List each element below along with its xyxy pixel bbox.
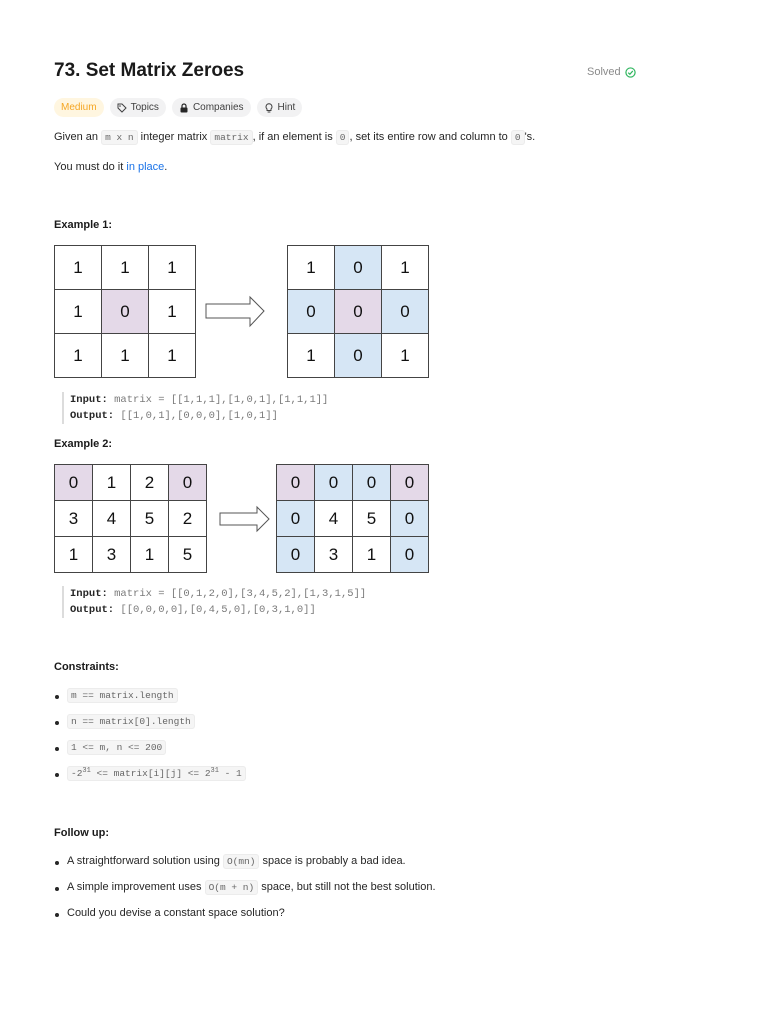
- matrix-cell: 0: [169, 465, 207, 501]
- example-1-input-matrix: [54, 245, 196, 378]
- topics-tag[interactable]: Topics: [110, 98, 166, 117]
- matrix-row: [277, 501, 429, 537]
- list-item: $-2^{31}$ <= matrix[i][j] <= $2^{31} - 1$: [54, 767, 246, 793]
- matrix-cell: 0: [55, 465, 93, 501]
- matrix-cell: 0: [288, 290, 335, 334]
- problem-title: 73. Set Matrix Zeroes: [54, 60, 245, 81]
- matrix-cell: 0: [277, 465, 315, 501]
- matrix-cell: 0: [391, 465, 429, 501]
- follow-up-list: [54, 855, 436, 933]
- matrix-row: [288, 246, 429, 290]
- matrix-cell: 3: [93, 537, 131, 573]
- check-circle-icon: [625, 67, 636, 78]
- arrow-right-icon: [219, 505, 271, 533]
- matrix-cell: 0: [335, 246, 382, 290]
- matrix-cell: 1: [55, 246, 102, 290]
- matrix-cell: 0: [353, 465, 391, 501]
- constraints-list: [54, 689, 246, 793]
- matrix-cell: 1: [288, 334, 335, 378]
- example-2-output-matrix: [276, 464, 429, 573]
- description-line-1: Given an m x n integer matrix matrix , if an element is 0 , set its entire row and column to 0 's.: [54, 131, 536, 143]
- example-1-heading: Example 1:: [54, 219, 113, 231]
- lightbulb-icon: [264, 103, 274, 113]
- matrix-row: [55, 537, 207, 573]
- matrix-cell: 1: [149, 246, 196, 290]
- matrix-row: [277, 465, 429, 501]
- matrix-row: [277, 537, 429, 573]
- matrix-cell: 1: [131, 537, 169, 573]
- matrix-cell: 4: [93, 501, 131, 537]
- matrix-row: [55, 290, 196, 334]
- matrix-row: [55, 334, 196, 378]
- in-place-link[interactable]: in place: [126, 161, 165, 173]
- matrix-row: [55, 465, 207, 501]
- matrix-cell: 0: [391, 537, 429, 573]
- tag-row: [54, 98, 302, 117]
- matrix-cell: 1: [382, 246, 429, 290]
- matrix-row: [55, 501, 207, 537]
- inline-code: 0: [336, 130, 350, 145]
- matrix-cell: 1: [93, 465, 131, 501]
- matrix-row: [288, 290, 429, 334]
- example-2-io: Input: matrix = [[0,1,2,0],[3,4,5,2],[1,3,1,5]] Output: [[0,0,0,0],[0,4,5,0],[0,3,1,0]]: [62, 586, 366, 618]
- example-2-heading: Example 2:: [54, 438, 113, 450]
- matrix-cell: 0: [277, 501, 315, 537]
- matrix-cell: 3: [315, 537, 353, 573]
- list-item: Could you devise a constant space solution?: [54, 907, 436, 933]
- matrix-cell: 1: [55, 290, 102, 334]
- matrix-cell: 0: [391, 501, 429, 537]
- constraints-heading: Constraints:: [54, 661, 119, 673]
- matrix-cell: 1: [149, 334, 196, 378]
- matrix-cell: 3: [55, 501, 93, 537]
- inline-code: 0: [511, 130, 525, 145]
- matrix-cell: 2: [169, 501, 207, 537]
- inline-code: m x n: [101, 130, 138, 145]
- matrix-cell: 4: [315, 501, 353, 537]
- list-item: m == matrix.length: [54, 689, 246, 715]
- matrix-cell: 1: [55, 537, 93, 573]
- companies-tag[interactable]: Companies: [172, 98, 251, 117]
- matrix-row: [288, 334, 429, 378]
- solved-label: Solved: [587, 66, 621, 78]
- list-item: 1 <= m, n <= 200: [54, 741, 246, 767]
- matrix-cell: 0: [315, 465, 353, 501]
- matrix-cell: 1: [288, 246, 335, 290]
- description-line-2: You must do it in place.: [54, 161, 168, 173]
- matrix-cell: 1: [353, 537, 391, 573]
- example-1-output-matrix: [287, 245, 429, 378]
- matrix-cell: 1: [55, 334, 102, 378]
- matrix-cell: 0: [382, 290, 429, 334]
- example-2-input-matrix: [54, 464, 207, 573]
- matrix-cell: 5: [169, 537, 207, 573]
- lock-icon: [179, 103, 189, 113]
- arrow-right-icon: [205, 295, 267, 329]
- matrix-cell: 1: [102, 246, 149, 290]
- matrix-cell: 0: [102, 290, 149, 334]
- matrix-row: [55, 246, 196, 290]
- list-item: A simple improvement uses O(m + n) space, but still not the best solution.: [54, 881, 436, 907]
- matrix-cell: 0: [335, 290, 382, 334]
- matrix-cell: 0: [335, 334, 382, 378]
- list-item: A straightforward solution using O(mn) space is probably a bad idea.: [54, 855, 436, 881]
- matrix-cell: 5: [353, 501, 391, 537]
- matrix-cell: 2: [131, 465, 169, 501]
- example-1-io: Input: matrix = [[1,1,1],[1,0,1],[1,1,1]] Output: [[1,0,1],[0,0,0],[1,0,1]]: [62, 392, 328, 424]
- difficulty-badge[interactable]: Medium: [54, 98, 104, 117]
- solved-status: [587, 66, 636, 78]
- follow-up-heading: Follow up:: [54, 827, 109, 839]
- matrix-cell: 1: [382, 334, 429, 378]
- matrix-cell: 5: [131, 501, 169, 537]
- list-item: n == matrix[0].length: [54, 715, 246, 741]
- inline-code: matrix: [210, 130, 252, 145]
- hint-tag[interactable]: Hint: [257, 98, 303, 117]
- tag-icon: [117, 103, 127, 113]
- matrix-cell: 0: [277, 537, 315, 573]
- matrix-cell: 1: [102, 334, 149, 378]
- matrix-cell: 1: [149, 290, 196, 334]
